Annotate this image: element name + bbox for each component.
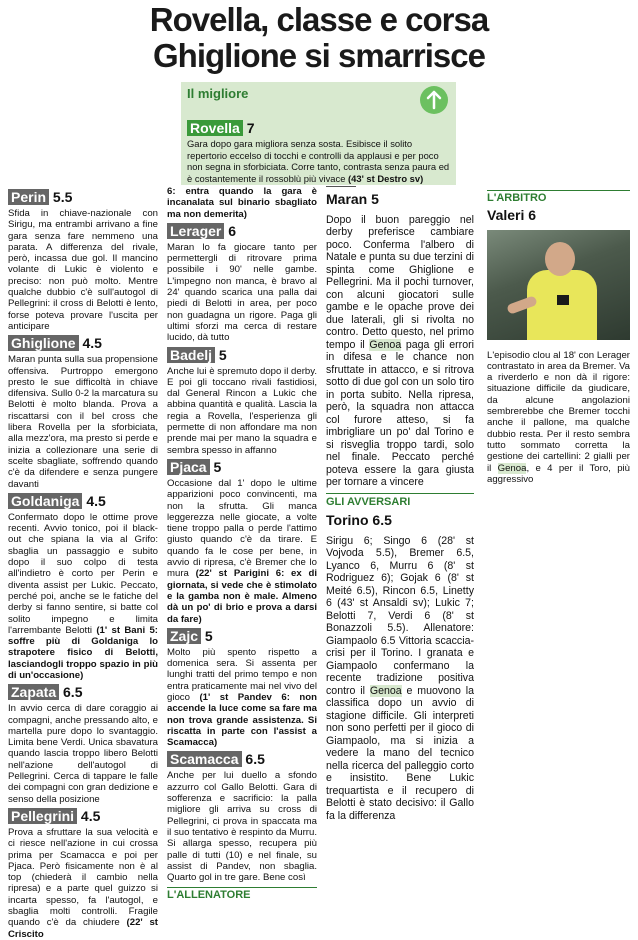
player-rating: 5.5 xyxy=(52,189,73,205)
best-player-box xyxy=(181,82,456,185)
column-1 xyxy=(8,186,158,940)
headline-line-1: Rovella, classe e corsa xyxy=(149,1,489,38)
coach-body-a: Dopo il buon pareggio nel derby preferisce cambiare poco. Conferma l'albero di Natale e punta su due terzini di spinta come Ghiglione e Pellegrini. Ma il pochi turnover, con alcuni giocatori sulle gambe e le opache prove dei due laterali, gli si rivolta no contro. Detto questo, nel primo tempo il xyxy=(326,213,474,351)
player-text: Maran lo fa giocare tanto per permettergli di ritrovare prima possibile i 90' nelle gambe. L'impegno non manca, è bravo al 24' quando scarica una palla dai piedi di Belotti in area, per poco non guadagna un rigore. Paga gli ultimi sforzi ma cerca di restare lucido, dà tutto xyxy=(167,241,317,344)
player-text xyxy=(167,647,317,749)
arrow-up-icon xyxy=(420,86,448,114)
player-sub: (1' st Pandev 6: non accende la luce come sa fare ma non trova grande assistenza. Si riscatta in parte con l'assist a Scamacca) xyxy=(167,691,317,749)
player-body: Occasione dal 1' dopo le ultime apparizioni poco convincenti, ma non la sfrutta. Gli manca leggerezza nelle giocate, a volte tiene troppo palla o perde l'attimo giusto quando c'è da tirare. E quando fa le cose per bene, in avvio di ripresa, c'è Bremer che lo mura xyxy=(167,477,317,580)
column-4 xyxy=(487,186,630,485)
player-sub: (22' st Parigini 6: ex di giornata, si vede che è stimolato e la gamba non è male. Almeno dà un po' di brio e prova a darsi da fare) xyxy=(167,568,317,625)
opponent-heading xyxy=(326,514,474,527)
best-player-pname: Rovella xyxy=(187,120,243,136)
section-allenatore: L'ALLENATORE xyxy=(167,887,317,901)
referee-photo xyxy=(487,230,630,340)
player-text: Sfida in chiave-nazionale con Sirigu, ma entrambi arrivano a fine gara senza fare nemmeno una parata. A differenza del rivale, però, incassa due gol. Il mancino volante di Lukic è violento e preciso: non può molto. Mentre qualche dubbio c'è sull'autogol di Pellegrini: il cross di Belotti è lento, forse poteva provare l'uscita per anticipare xyxy=(8,208,158,332)
player-name: Zajc xyxy=(167,628,201,644)
player-scamacca xyxy=(167,750,317,768)
best-player-sub: (43' st Destro sv) xyxy=(348,172,424,184)
player-name: Goldaniga xyxy=(8,493,82,509)
coach-rating: 5 xyxy=(371,191,379,207)
team-highlight: Genoa xyxy=(369,684,402,697)
player-rating: 5 xyxy=(204,627,213,644)
column-2 xyxy=(167,186,317,908)
player-goldaniga xyxy=(8,492,158,510)
player-name: Perin xyxy=(8,189,49,205)
player-text: Anche per lui duello a sfondo azzurro col Gallo Belotti. Gara di sofferenza e sacrificio: la palla migliore gli arriva su cross di Pellegrini, ci prova in spaccata ma il suo tentativo è respinto da Murru. Si allarga spesso, recupera più palle di tutti (10) e nel finale, su assist di Pandev, non sbaglia. Quarto gol in tre gare. Bene così xyxy=(167,770,317,884)
referee-heading xyxy=(487,207,630,224)
headline-line-2: Ghiglione si smarrisce xyxy=(153,37,485,74)
referee-name: Valeri xyxy=(487,207,525,224)
player-name: Pjaca xyxy=(167,459,210,475)
player-body: Molto più spento rispetto a domenica sera. Si assenta per lunghi tratti del primo tempo e non entra praticamente mai nel vivo del gioco xyxy=(167,646,317,703)
coach-text xyxy=(326,214,474,489)
player-name: Zapata xyxy=(8,684,59,700)
player-name: Lerager xyxy=(167,223,224,239)
best-player-text xyxy=(187,138,451,184)
player-text: Anche lui è spremuto dopo il derby. E poi gli toccano rivali fastidiosi, dal General Rincon a Lukic che abbina quantità e qualità. Lascia la regia a Rovella, l'esperienza gli permette di non affondare ma non prende mai per mano la squadra e sembra spesso in affanno xyxy=(167,365,317,456)
referee-shirt xyxy=(527,270,597,340)
player-name: Ghiglione xyxy=(8,335,79,351)
best-player-label: Il migliore xyxy=(187,86,249,101)
team-highlight: Genoa xyxy=(497,462,527,474)
opponent-body-b: e muovono la classifica dopo un avvio di stagione difficile. Gli interpreti non sono perfetti per il gioco di Giampaolo, ma si inizia a vedere la mano del tecnico nella ricerca del palleggio corto e insistito. Bene Lukic trequartista e il recupero di Belotti è stato decisivo: il Gallo fa la differenza xyxy=(326,684,474,822)
opponent-name: Torino xyxy=(326,512,369,528)
referee-body-a: L'episodio clou al 18' con Lerager contrastato in area da Bremer. Va a riverderlo e non dà il rigore: situazione difficile da giudicare, da alcune angolazioni sembrerebbe che Bremer tocchi anche il pallone, ma qualche dubbio resta. Per il resto sembra tutto sommato corretta la gestione dei cartellini: 2 gialli per il xyxy=(487,349,630,474)
player-text xyxy=(167,478,317,625)
referee-text xyxy=(487,350,630,486)
best-player-body: Gara dopo gara migliora senza sosta. Esibisce il solito repertorio eccelso di tocchi e controlli da applausi e per poco non segna in sforbiciata. Corre tanto, contrasta senza paura ed è costantemente il rossoblù più vivace xyxy=(187,138,450,184)
coach-body-b: paga gli errori in difesa e le chance non sfruttate in attacco, e si ritrova sotto di due gol con un solo tiro in porta subito. Nella ripresa, però, la squadra non attacca col furore atteso, si fa imbrigliare un po' dal Torino e si risveglia troppo tardi, solo nel finale. Peccato perché poteva essere la gara giusta per tornare a vincere xyxy=(326,338,474,488)
player-pellegrini xyxy=(8,807,158,825)
best-player-name xyxy=(187,120,255,136)
player-rating: 4.5 xyxy=(80,807,101,824)
coach-name: Maran xyxy=(326,191,368,207)
player-badelj xyxy=(167,346,317,364)
section-avversari: GLI AVVERSARI xyxy=(326,493,474,509)
player-text xyxy=(8,827,158,940)
player-text: In avvio cerca di dare coraggio ai compagni, anche pressando alto, e martella pure dopo lo svantaggio. Limita bene Verdi. Unica sbavatura quando lascia troppo libero Belotti nell'azione dell'autogol di Pellegrini. Cerca di tappare le falle dei compagni con gran dedizione e senso della posizione xyxy=(8,703,158,805)
player-zapata xyxy=(8,683,158,701)
player-text: Maran punta sulla sua propensione offensiva. Purtroppo emergono presto le sue difficoltà in chiave difensiva. Sullo 0-2 la marcatura su Belotti è molto blanda. Prova a riscattarsi con il bel cross che libera Rovella per la sforbiciata, alla mezz'ora, ma presto si perde e inizia a collezionare una serie di scelte sbagliate, soffrendo quando c'è da difendere e senza pungere davanti xyxy=(8,354,158,490)
player-ghiglione xyxy=(8,334,158,352)
player-sub: (1' st Bani 5: soffre più di Goldaniga lo strapotere fisico di Belotti, lasciandogli troppo spazio in più di un'occasione) xyxy=(8,624,158,681)
best-player-rating: 7 xyxy=(246,120,255,136)
player-name: Scamacca xyxy=(167,751,242,767)
referee-badge xyxy=(557,295,569,305)
team-highlight: Genoa xyxy=(369,338,402,351)
player-zajc xyxy=(167,627,317,645)
opponent-body-a: Sirigu 6; Singo 6 (28' st Vojvoda 5.5), Bremer 6.5, Lyanco 6, Murru 6 (8' st Rodriguez 6); Gojak 6 (8' st Meité 6.5), Rincon 6.5, Linetty 6 (43' st Ansaldi sv); Lukic 7; Belotti 7, Verdi 6 (8' st Bonazzoli 5.5). Allenatore: Giampaolo 6.5 Vittoria scaccia-crisi per il Torino. I granata e Giampaolo confermano la recente tradizione positiva contro il xyxy=(326,534,474,697)
coach-heading xyxy=(326,193,474,206)
player-name: Badelj xyxy=(167,347,215,363)
player-sub: (22' st Criscito xyxy=(8,917,158,940)
referee-body-b: , e 4 per il Toro, più aggressivo xyxy=(487,462,630,485)
player-name: Pellegrini xyxy=(8,808,77,824)
player-body: Prova a sfruttare la sua velocità e ci riesce nell'azione in cui crossa prima per Scamacca e poi per Pjaca. Però fisicamente non è al top (chiederà il cambio nella ripresa) e a parte quel guizzo si incarta spesso, fa l'autogol, e sbaglia molti controlli. Fragile quando c'è da chiudere xyxy=(8,826,158,929)
player-text xyxy=(8,512,158,681)
player-rating: 6.5 xyxy=(63,684,83,701)
player-body: Confermato dopo le ottime prove recenti. Avvio tonico, poi il black-out che spiana la via al Grifo: sbaglia un passaggio e subito dopo il suo colpo di testa all'indietro è corto per Perin e diventa assist per Lukic. Peccato, perché poi, anche se le fatiche del derby si fanno sentire, si batte col solito impegno e limita l'arrembante Belotti xyxy=(8,511,158,636)
best-player-header xyxy=(181,82,456,112)
player-rating: 6.5 xyxy=(245,751,265,768)
player-rating: 5 xyxy=(213,458,222,475)
player-perin xyxy=(8,188,158,206)
opponent-text xyxy=(326,535,474,823)
section-arbitro: L'ARBITRO xyxy=(487,190,630,204)
player-lerager xyxy=(167,222,317,240)
referee-rating: 6 xyxy=(528,207,537,224)
column-3 xyxy=(326,186,474,822)
player-rating: 6 xyxy=(228,222,237,239)
referee-head xyxy=(545,242,575,276)
player-rating: 4.5 xyxy=(86,492,106,509)
player-rating: 5 xyxy=(218,346,227,363)
player-pjaca xyxy=(167,458,317,476)
opponent-rating: 6.5 xyxy=(372,512,392,528)
continued-text: 6: entra quando la gara è incanalata sul binario sbagliato ma non demerita) xyxy=(167,186,317,220)
player-rating: 4.5 xyxy=(82,335,102,352)
divider xyxy=(326,186,356,187)
